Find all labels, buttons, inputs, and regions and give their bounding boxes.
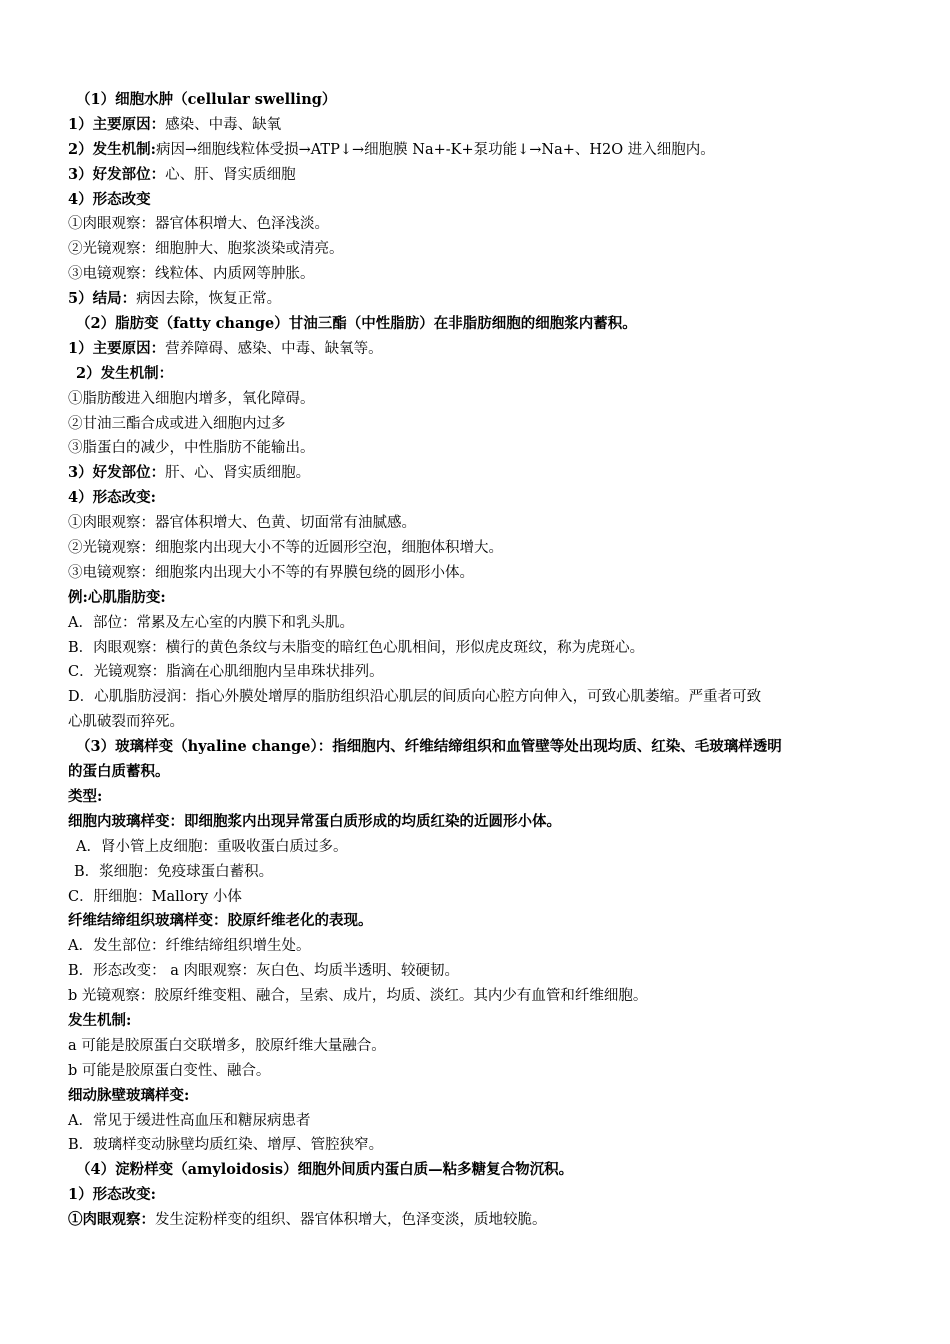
heading-text: （1）细胞水肿（cellular swelling） [76, 91, 337, 108]
paragraph-line [68, 337, 880, 362]
paragraph-line: b 光镜观察：胶原纤维变粗、融合，呈索、成片，均质、淡红。其内少有血管和纤维细胞。 [68, 988, 648, 1005]
line-label: 1）主要原因： [68, 115, 166, 133]
paragraph-line: a 可能是胶原蛋白交联增多，胶原纤维大量融合。 [68, 1037, 386, 1054]
line-text: 心、肝、肾实质细胞 [165, 166, 296, 183]
paragraph-line: A．常见于缓进性高血压和糖尿病患者 [68, 1112, 311, 1129]
paragraph-line: ②光镜观察：细胞浆内出现大小不等的近圆形空泡，细胞体积增大。 [68, 540, 503, 557]
paragraph-line: ①肉眼观察：器官体积增大、色黄、切面常有油腻感。 [68, 515, 416, 532]
line-text: 肝、心、肾实质细胞。 [165, 465, 311, 482]
section-4-heading: （4）淀粉样变（amyloidosis）细胞外间质内蛋白质—粘多糖复合物沉积。 [76, 1161, 574, 1179]
paragraph-line: ③电镜观察：细胞浆内出现大小不等的有界膜包绕的圆形小体。 [68, 564, 474, 581]
paragraph-line: A．发生部位：纤维结缔组织增生处。 [68, 938, 311, 955]
paragraph-line [68, 1208, 880, 1233]
paragraph-line: ③电镜观察：线粒体、内质网等肿胀。 [68, 266, 315, 283]
line-label: ①肉眼观察： [68, 1211, 155, 1229]
paragraph-line [68, 113, 880, 138]
section-1-heading [68, 88, 880, 113]
section-3-heading: （3）玻璃样变（hyaline change）：指细胞内、纤维结缔组织和血管壁等处出现均质、红染、毛玻璃样透明 [76, 738, 782, 756]
line-text: 病因→细胞线粒体受损→ATP↓→细胞膜 Na+-K+泵功能↓→Na+、H2O 进入细胞内。 [155, 141, 715, 158]
paragraph-line [68, 287, 880, 312]
subheading: 细动脉壁玻璃样变: [68, 1086, 190, 1104]
paragraph-line [68, 138, 880, 163]
subheading: 纤维结缔组织玻璃样变：胶原纤维老化的表现。 [68, 912, 373, 930]
paragraph-line [68, 461, 880, 486]
paragraph-line: B．浆细胞：免疫球蛋白蓄积。 [74, 863, 274, 880]
paragraph-line: 1）形态改变: [68, 1186, 156, 1204]
paragraph-line: ③脂蛋白的减少，中性脂肪不能输出。 [68, 440, 315, 457]
paragraph-line: ①肉眼观察：器官体积增大、色泽浅淡。 [68, 216, 329, 233]
paragraph-line: B．玻璃样变动脉壁均质红染、增厚、管腔狭窄。 [68, 1137, 384, 1154]
line-label: 3）好发部位： [68, 165, 166, 183]
paragraph-line: B．形态改变： a 肉眼观察：灰白色、均质半透明、较硬韧。 [68, 963, 460, 980]
section-3-heading-cont: 的蛋白质蓄积。 [68, 763, 170, 781]
line-label: 5）结局： [68, 290, 137, 308]
line-text: 病因去除，恢复正常。 [136, 291, 282, 308]
paragraph-line: C．光镜观察：脂滴在心肌细胞内呈串珠状排列。 [68, 664, 384, 681]
paragraph-line: 4）形态改变: [68, 489, 156, 507]
line-label: 3）好发部位： [68, 464, 166, 482]
paragraph-line: 2）发生机制： [76, 364, 174, 382]
paragraph-line: A．部位：常累及左心室的内膜下和乳头肌。 [68, 614, 354, 631]
paragraph-line [68, 163, 880, 188]
paragraph-line: C．肝细胞：Mallory 小体 [68, 888, 242, 905]
line-label: 2）发生机制: [68, 140, 156, 158]
line-text: 感染、中毒、缺氧 [165, 116, 282, 133]
paragraph-line: A．肾小管上皮细胞：重吸收蛋白质过多。 [76, 838, 348, 855]
paragraph-line: 心肌破裂而猝死。 [68, 714, 184, 731]
subheading: 细胞内玻璃样变：即细胞浆内出现异常蛋白质形成的均质红染的近圆形小体。 [68, 812, 561, 830]
paragraph-line: B．肉眼观察：横行的黄色条纹与未脂变的暗红色心肌相间，形似虎皮斑纹，称为虎斑心。 [68, 639, 645, 656]
subheading: 发生机制: [68, 1011, 132, 1029]
types-heading: 类型: [68, 787, 103, 805]
paragraph-line: b 可能是胶原蛋白变性、融合。 [68, 1062, 271, 1079]
paragraph-line: ②甘油三酯合成或进入细胞内过多 [68, 415, 286, 432]
example-heading: 例:心肌脂肪变: [68, 588, 166, 606]
paragraph-line: ①脂肪酸进入细胞内增多，氧化障碍。 [68, 390, 315, 407]
paragraph-line: ②光镜观察：细胞肿大、胞浆淡染或清亮。 [68, 241, 344, 258]
paragraph-line: 4）形态改变 [68, 190, 151, 208]
document-page [68, 88, 880, 1233]
line-text: 营养障碍、感染、中毒、缺氧等。 [165, 340, 383, 357]
section-2-heading: （2）脂肪变（fatty change）甘油三酯（中性脂肪）在非脂肪细胞的细胞浆内蓄积。 [76, 315, 637, 333]
line-label: 1）主要原因： [68, 339, 166, 357]
line-text: 发生淀粉样变的组织、器官体积增大，色泽变淡，质地较脆。 [155, 1212, 547, 1229]
paragraph-line: D．心肌脂肪浸润：指心外膜处增厚的脂肪组织沿心肌层的间质向心腔方向伸入，可致心肌萎缩。严重者可致 [68, 689, 762, 706]
